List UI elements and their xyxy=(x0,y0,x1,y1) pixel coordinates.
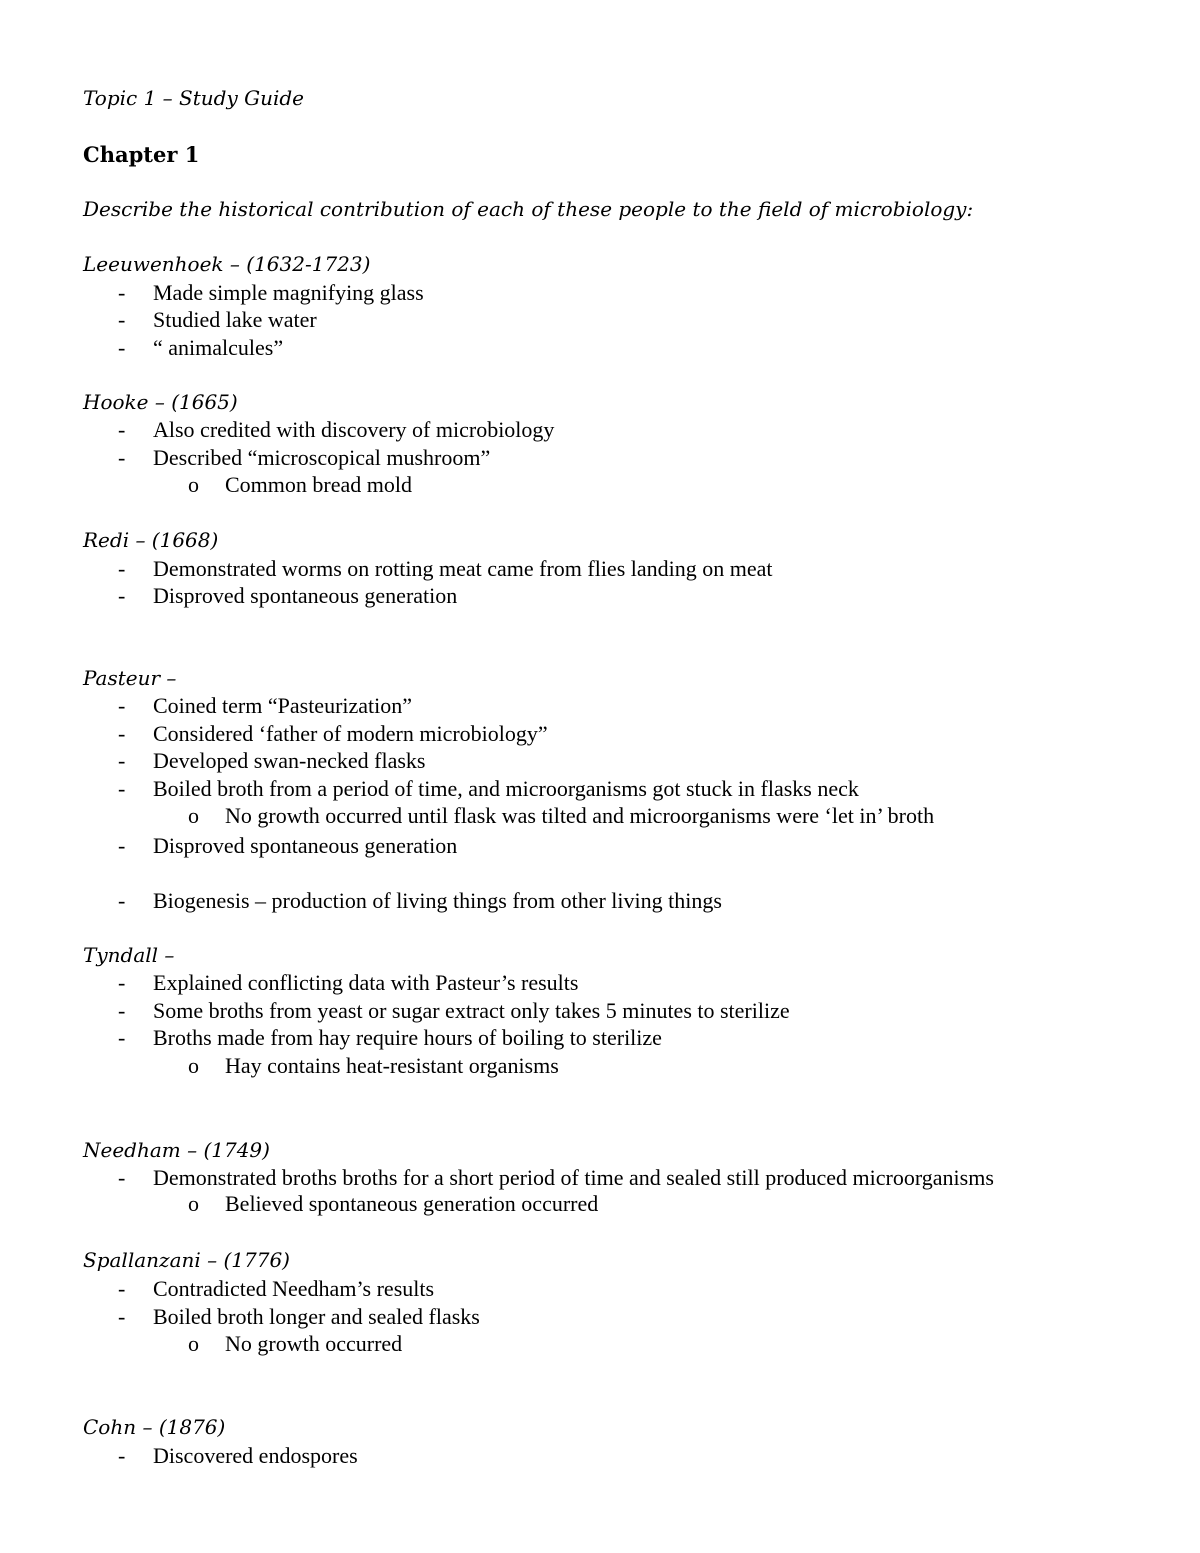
dash-bullet: - xyxy=(118,998,126,1023)
dash-bullet: - xyxy=(118,970,126,995)
dash-bullet: - xyxy=(118,335,126,360)
circle-bullet: o xyxy=(188,1331,199,1356)
dash-bullet: - xyxy=(118,833,126,858)
section-heading-spallanzani: Spallanzani – (1776) xyxy=(83,1248,290,1272)
dash-bullet: - xyxy=(118,1443,126,1468)
section-heading-cohn: Cohn – (1876) xyxy=(83,1415,226,1439)
dash-bullet: - xyxy=(118,776,126,801)
dash-bullet: - xyxy=(118,693,126,718)
section-heading-hooke: Hooke – (1665) xyxy=(83,390,238,414)
dash-bullet: - xyxy=(118,888,126,913)
section-heading-tyndall: Tyndall – xyxy=(83,943,175,967)
circle-bullet: o xyxy=(188,472,199,497)
dash-bullet: - xyxy=(118,1165,126,1190)
dash-bullet: - xyxy=(118,748,126,773)
circle-bullet: o xyxy=(188,1191,199,1216)
dash-bullet: - xyxy=(118,556,126,581)
dash-bullet: - xyxy=(118,307,126,332)
dash-bullet: - xyxy=(118,1276,126,1301)
section-heading-needham: Needham – (1749) xyxy=(83,1138,270,1162)
dash-bullet: - xyxy=(118,280,126,305)
question-prompt: Describe the historical contribution of each of these people to the field of microbiology: xyxy=(83,197,974,221)
circle-bullet: o xyxy=(188,803,199,828)
dash-bullet: - xyxy=(118,583,126,608)
page-title: Topic 1 – Study Guide xyxy=(83,86,304,110)
dash-bullet: - xyxy=(118,417,126,442)
section-heading-leeuwenhoek: Leeuwenhoek – (1632-1723) xyxy=(83,252,371,276)
dash-bullet: - xyxy=(118,721,126,746)
section-heading-redi: Redi – (1668) xyxy=(83,528,219,552)
section-heading-pasteur: Pasteur – xyxy=(83,666,177,690)
dash-bullet: - xyxy=(118,1025,126,1050)
circle-bullet: o xyxy=(188,1053,199,1078)
chapter-heading: Chapter 1 xyxy=(83,142,200,167)
dash-bullet: - xyxy=(118,445,126,470)
dash-bullet: - xyxy=(118,1304,126,1329)
document-page: Topic 1 – Study Guide Chapter 1 Describe the historical contribution of each of these people to the field of microbiology: Leeuwenhoek – (1632-1723) - Made simple magnifying glass - Studied lake water - “ animalcules” Hooke – (1665) - Also credited with discovery of microbiology - Described “microscopical mushroom” o Common bread mold Redi – (1668) - Demonstrated worms on rotting meat came from flies landing on meat - Disproved spontaneous generation Pasteur – - Coined term “Pasteurization” - Considered ‘father of modern microbiology” - Developed swan-necked flasks - Boiled broth from a period of time, and microorganisms got stuck in flasks neck o No growth occurred until flask was tilted and microorganisms were ‘let in’ broth - Disproved spontaneous generation - Biogenesis – production of living things from other living things Tyndall – - Explained conflicting data with Pasteur’s results - Some broths from yeast or sugar extract only takes 5 minutes to sterilize - Broths made from hay require hours of boiling to sterilize o Hay contains heat-resistant organisms Needham – (1749) - Demonstrated broths broths for a short period of time and sealed still produced microorganisms o Believed spontaneous generation occurred Spallanzani – (1776) - Contradicted Needham’s results - Boiled broth longer and sealed flasks o No growth occurred Cohn – (1876) - Discovered endospores xyxy=(83,86,994,1468)
